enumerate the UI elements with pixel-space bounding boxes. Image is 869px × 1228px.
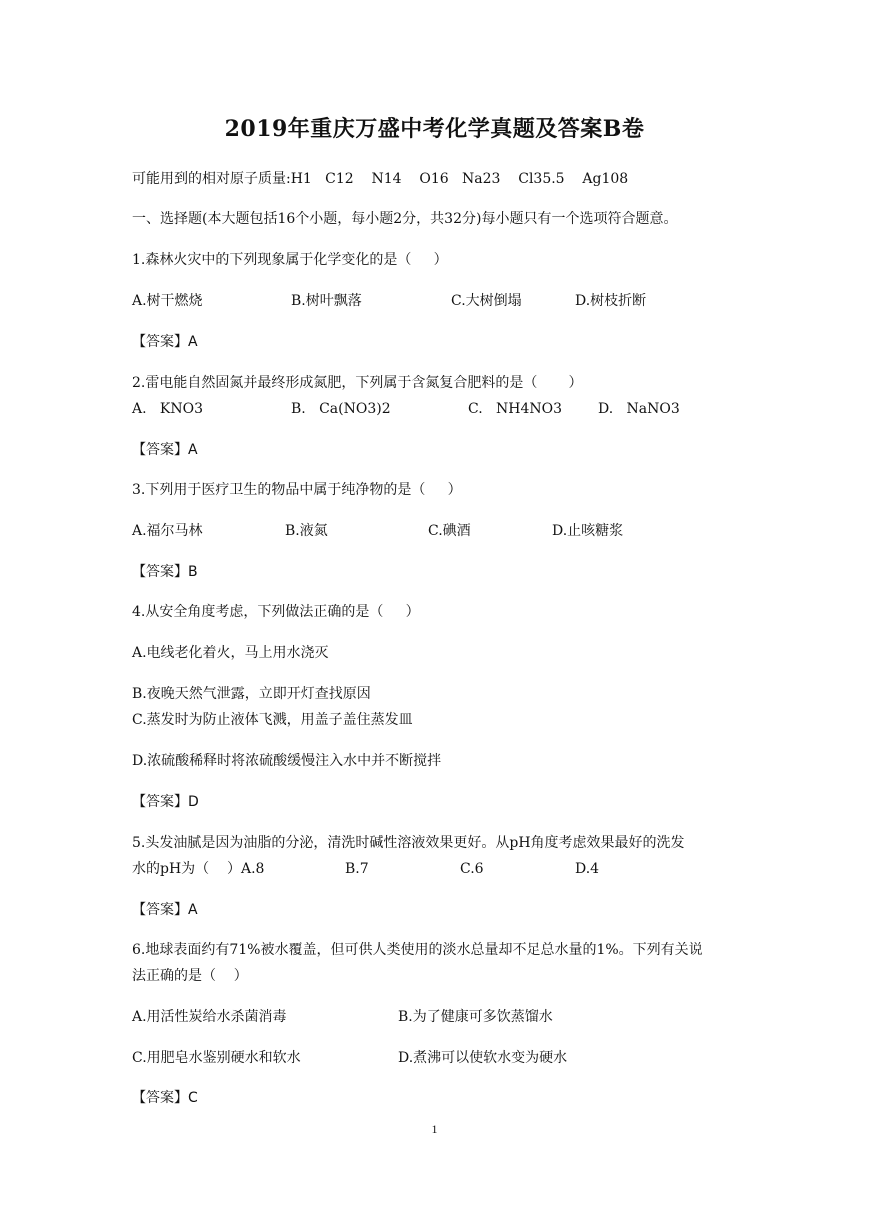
- question-2-option-a: A. KNO3: [132, 401, 204, 417]
- question-5-stem-line-2: 水的pH为（ ）A.8: [132, 861, 265, 877]
- question-6-stem-line-2: 法正确的是（ ）: [132, 968, 248, 984]
- question-1-option-a: A.树干燃烧: [132, 293, 203, 309]
- question-2-answer: 【答案】A: [132, 442, 198, 458]
- question-4-option-d: D.浓硫酸稀释时将浓硫酸缓慢注入水中并不断搅拌: [132, 753, 442, 769]
- question-5-option-c: C.6: [460, 861, 484, 877]
- question-6-stem-line-1: 6.地球表面约有71%被水覆盖，但可供人类使用的淡水总量却不足总水量的1%。下列有关说: [132, 942, 703, 958]
- question-2-option-d: D. NaNO3: [598, 401, 680, 417]
- question-6-option-c: C.用肥皂水鉴别硬水和软水: [132, 1050, 301, 1066]
- question-3-stem: 3.下列用于医疗卫生的物品中属于纯净物的是（ ）: [132, 482, 462, 498]
- atomic-mass-line: 可能用到的相对原子质量:H1 C12 N14 O16 Na23 Cl35.5 Ag108: [132, 171, 629, 187]
- question-3-option-a: A.福尔马林: [132, 523, 203, 539]
- question-4-stem: 4.从安全角度考虑，下列做法正确的是（ ）: [132, 604, 420, 620]
- question-6-option-d: D.煮沸可以使软水变为硬水: [398, 1050, 568, 1066]
- question-1-answer: 【答案】A: [132, 334, 198, 350]
- question-6-option-a: A.用活性炭给水杀菌消毒: [132, 1009, 287, 1025]
- question-5-stem-line-1: 5.头发油腻是因为油脂的分泌，清洗时碱性溶液效果更好。从pH角度考虑效果最好的洗发: [132, 835, 685, 851]
- question-4-option-b: B.夜晚天然气泄露，立即开灯查找原因: [132, 686, 371, 702]
- question-3-option-b: B.液氮: [285, 523, 328, 539]
- question-6-option-b: B.为了健康可多饮蒸馏水: [398, 1009, 553, 1025]
- question-3-option-d: D.止咳糖浆: [552, 523, 624, 539]
- question-4-option-a: A.电线老化着火，马上用水浇灭: [132, 645, 329, 661]
- question-5-answer: 【答案】A: [132, 902, 198, 918]
- question-4-option-c: C.蒸发时为防止液体飞溅，用盖子盖住蒸发皿: [132, 712, 413, 728]
- question-5-option-b: B.7: [345, 861, 369, 877]
- question-1-stem: 1.森林火灾中的下列现象属于化学变化的是（ ）: [132, 252, 448, 268]
- page-number: 1: [431, 1122, 438, 1136]
- page-title: 2019年重庆万盛中考化学真题及答案B卷: [224, 116, 645, 142]
- question-6-answer: 【答案】C: [132, 1090, 198, 1106]
- question-2-option-c: C. NH4NO3: [468, 401, 563, 417]
- section-header: 一、选择题(本大题包括16个小题，每小题2分，共32分)每小题只有一个选项符合题意。: [132, 211, 678, 227]
- question-2-stem: 2.雷电能自然固氮并最终形成氮肥，下列属于含氮复合肥料的是（ ）: [132, 375, 583, 391]
- question-3-option-c: C.碘酒: [428, 523, 471, 539]
- question-2-option-b: B. Ca(NO3)2: [291, 401, 391, 417]
- question-3-answer: 【答案】B: [132, 564, 198, 580]
- question-1-option-d: D.树枝折断: [575, 293, 647, 309]
- question-1-option-b: B.树叶飘落: [291, 293, 362, 309]
- question-5-option-d: D.4: [575, 861, 600, 877]
- question-4-answer: 【答案】D: [132, 794, 199, 810]
- question-1-option-c: C.大树倒塌: [451, 293, 522, 309]
